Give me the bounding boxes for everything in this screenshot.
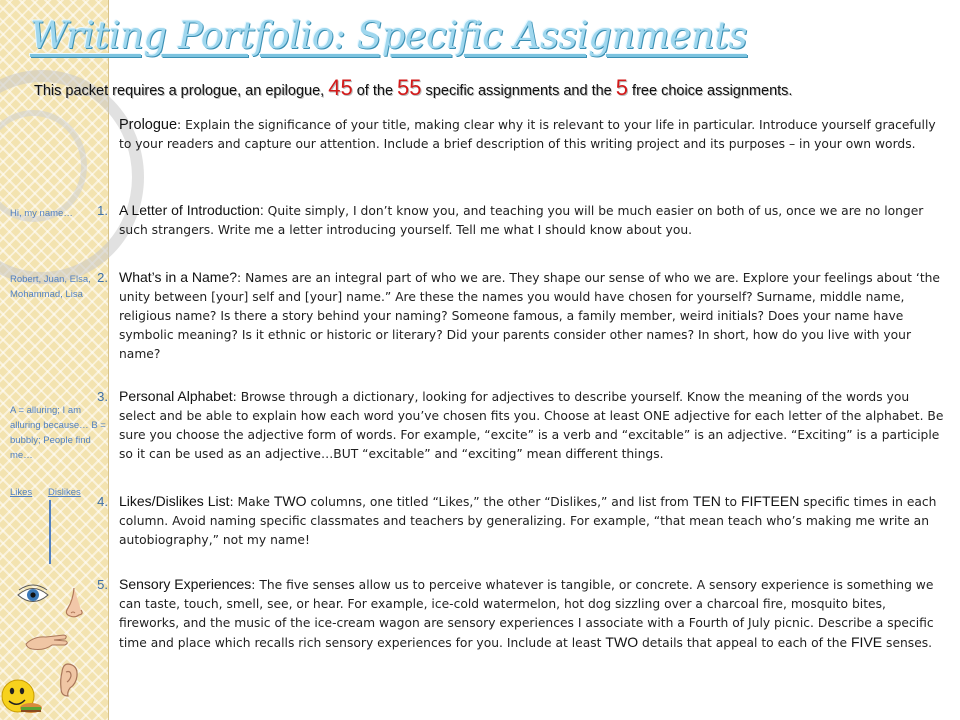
packet-requirements: This packet requires a prologue, an epilogue, 45 of the 55 specific assignments and the 5 free choice assignments.	[34, 75, 793, 100]
assignment-4-heading: Likes/Dislikes List	[119, 493, 230, 509]
assignment-1-paragraph: A Letter of Introduction: Quite simply, I don’t know you, and teaching you will be much easier on both of us, once we are no longer such strangers. Write me a letter introducing yourself. Tell me what I should know about you.	[119, 202, 924, 237]
assignment-3-paragraph: Personal Alphabet: Browse through a dictionary, looking for adjectives to describe yourself. Know the meaning of the words you select and be able to explain how each word you’ve chosen fits you. Choose at least ONE adjective for each letter of the alphabet. Be sure you choose the adjective form of words. For example, “excite” is a verb and “excitable” is an adjective. “Exciting” is a participle so it can be used as an adjective…BUT “excitable” and “exciting” mean different things.	[119, 388, 944, 461]
assignment-4-paragraph: Likes/Dislikes List: Make TWO columns, one titled “Likes,” the other “Dislikes,” and list from TEN to FIFTEEN specific times in each column. Avoid naming specific classmates and teachers by generalizing. For example, “that mean teach who’s making me write an autobiography,” not my name!	[119, 493, 937, 547]
dislikes-label: Dislikes	[48, 487, 81, 498]
assignment-5-paragraph: Sensory Experiences: The five senses allow us to perceive whatever is tangible, or concrete. A sensory experience is something we can taste, touch, smell, see, or hear. For example, ice-cold watermelon, hot dog sizzling over a charcoal fire, mosquito bites, fireworks, and the music of the ice-cream wagon are sensory experiences I associate with a Fourth of July picnic. Describe a specific time and place which recalls rich sensory experiences for you. Include at least TWO details that appeal to each of the FIVE senses.	[119, 576, 934, 650]
assignment-2-heading: What’s in a Name?	[119, 269, 238, 285]
assignment-number-1: 1.	[97, 203, 108, 218]
prologue-heading: Prologue	[119, 117, 178, 133]
hand-icon	[24, 630, 70, 652]
count-specific-required: 45	[328, 75, 353, 100]
sidebar-note-hi: Hi, my name…	[10, 208, 73, 219]
assignment-number-4: 4.	[97, 494, 108, 509]
assignment-2-paragraph: What’s in a Name?: Names are an integral part of who we are. They shape our sense of who we are. Explore your feelings about ‘the unity between [your] self and [your] name.” Are these the names you would have chosen for yourself? Surname, middle name, religious name? Is there a story behind your naming? Someone famous, a family member, weird initials? Does your name have symbolic meaning? Is it ethnic or historic or literary? Did your parents consider other names? In short, how do you live with your name?	[119, 269, 940, 361]
assignment-1-heading: A Letter of Introduction:	[119, 202, 264, 218]
prologue-paragraph: Prologue: Explain the significance of your title, making clear why it is relevant to your life in particular. Introduce yourself gracefully to your readers and capture our attention. Include a brief description of this writing project and its purposes – in your own words.	[119, 117, 936, 151]
sidebar-note-names: Robert, Juan, Elsa, Mohammad, Lisa	[10, 274, 91, 300]
page-title: Writing Portfolio: Specific Assignments	[30, 14, 747, 57]
count-specific-total: 55	[397, 75, 422, 100]
decorative-sidebar	[0, 0, 109, 720]
likes-label: Likes	[10, 487, 33, 498]
assignment-number-2: 2.	[97, 270, 108, 285]
ear-icon	[56, 662, 80, 698]
nose-icon	[62, 586, 88, 620]
sidebar-note-alphabet: A = alluring; I am alluring because… B = bubbly; People find me…	[10, 405, 106, 461]
assignment-number-3: 3.	[97, 389, 108, 404]
likes-dislikes-divider	[49, 500, 51, 564]
assignment-number-5: 5.	[97, 577, 108, 592]
assignment-3-heading: Personal Alphabet	[119, 388, 233, 404]
eye-icon	[16, 584, 50, 606]
sidebar-note-likes-dislikes	[10, 487, 81, 498]
count-free-choice: 5	[615, 75, 629, 100]
smiley-eating-icon	[0, 676, 44, 718]
assignment-5-heading: Sensory Experiences	[119, 576, 252, 592]
